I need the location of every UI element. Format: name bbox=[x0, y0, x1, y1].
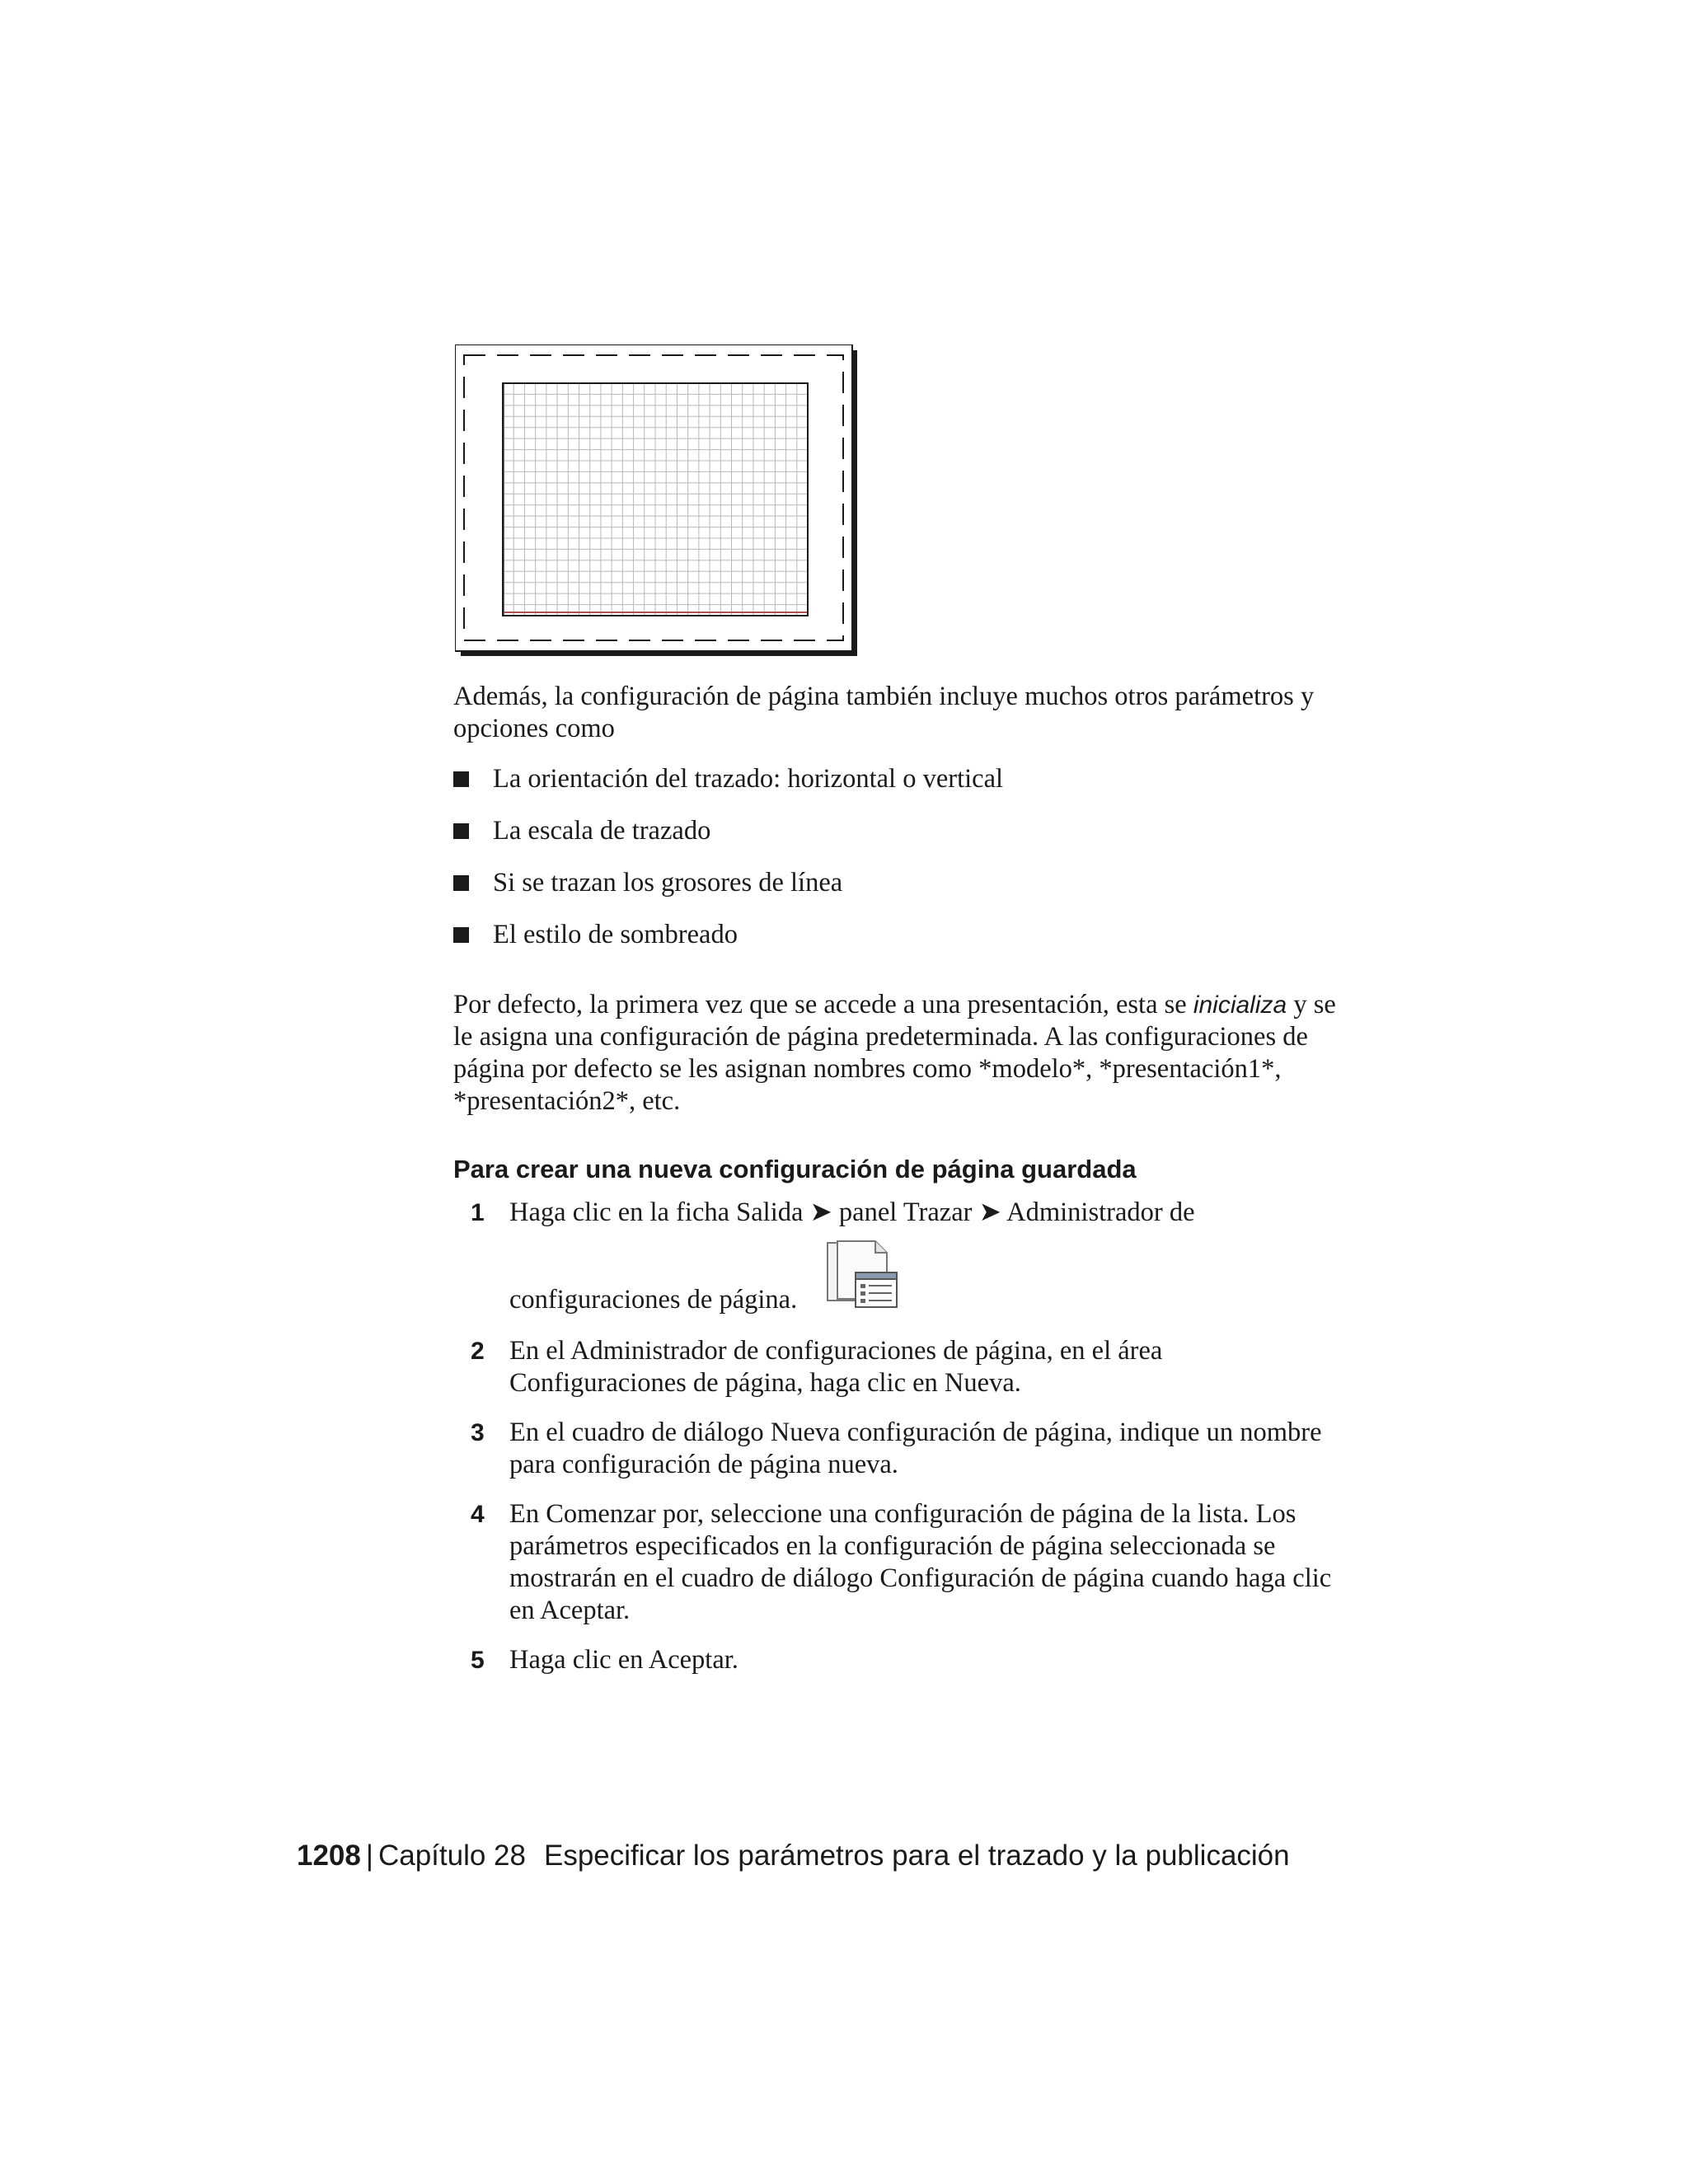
step-text: En el Administrador de configuraciones de página, en el área Configuraciones de página, haga clic en Nueva. bbox=[509, 1336, 1163, 1398]
page-setup-manager-icon bbox=[826, 1240, 898, 1310]
footer-separator: | bbox=[365, 1840, 373, 1872]
step-number: 2 bbox=[471, 1338, 485, 1365]
intro-paragraph: Además, la configuración de página también incluye muchos otros parámetros y opciones como bbox=[453, 682, 1315, 743]
step-number: 3 bbox=[471, 1419, 485, 1446]
bullet-square-icon bbox=[453, 823, 469, 839]
procedure-step bbox=[471, 1498, 1344, 1630]
page-footer bbox=[297, 1838, 1290, 1874]
bullet-square-icon bbox=[453, 927, 469, 943]
list-item: El estilo de sombreado bbox=[453, 919, 1003, 971]
list-item: La escala de trazado bbox=[453, 815, 1003, 867]
emphasis-term: inicializa bbox=[1193, 991, 1287, 1019]
step-number: 1 bbox=[471, 1199, 485, 1226]
chapter-title: Especificar los parámetros para el trazado y la publicación bbox=[544, 1840, 1290, 1872]
step-text: Haga clic en la ficha Salida ➤ panel Trazar ➤ Administrador de bbox=[509, 1197, 1195, 1227]
step-text: En el cuadro de diálogo Nueva configuración de página, indique un nombre para configuración de página nueva. bbox=[509, 1418, 1322, 1479]
list-item: La orientación del trazado: horizontal o vertical bbox=[453, 763, 1003, 815]
options-bullet-list bbox=[453, 763, 1003, 971]
bullet-square-icon bbox=[453, 771, 469, 787]
default-setup-paragraph: Por defecto, la primera vez que se accede a una presentación, esta se inicializa y se le asigna una configuración de página predeterminada. A las configuraciones de página por defecto se les asignan nombres como *modelo*, *presentación1*, *presentación2*, etc. bbox=[453, 990, 1336, 1116]
step-text-continued: configuraciones de página. bbox=[509, 1285, 798, 1315]
procedure-step bbox=[471, 1644, 1344, 1677]
page-layout-figure bbox=[455, 344, 857, 656]
page-number: 1208 bbox=[297, 1840, 361, 1872]
step-text: En Comenzar por, seleccione una configuración de página de la lista. Los parámetros especificados en la configuración de página seleccionada se mostrarán en el cuadro de diálogo Configuración de página cuando haga clic en Aceptar. bbox=[509, 1499, 1332, 1625]
bullet-square-icon bbox=[453, 875, 469, 891]
list-item: Si se trazan los grosores de línea bbox=[453, 867, 1003, 919]
procedure-step bbox=[471, 1197, 1344, 1320]
chapter-label: Capítulo 28 bbox=[377, 1840, 526, 1872]
procedure-step bbox=[471, 1335, 1344, 1401]
procedure-heading: Para crear una nueva configuración de página guardada bbox=[453, 1155, 1137, 1183]
procedure-step bbox=[471, 1417, 1344, 1483]
step-text: Haga clic en Aceptar. bbox=[509, 1645, 738, 1675]
step-number: 4 bbox=[471, 1501, 485, 1528]
step-number: 5 bbox=[471, 1647, 485, 1674]
